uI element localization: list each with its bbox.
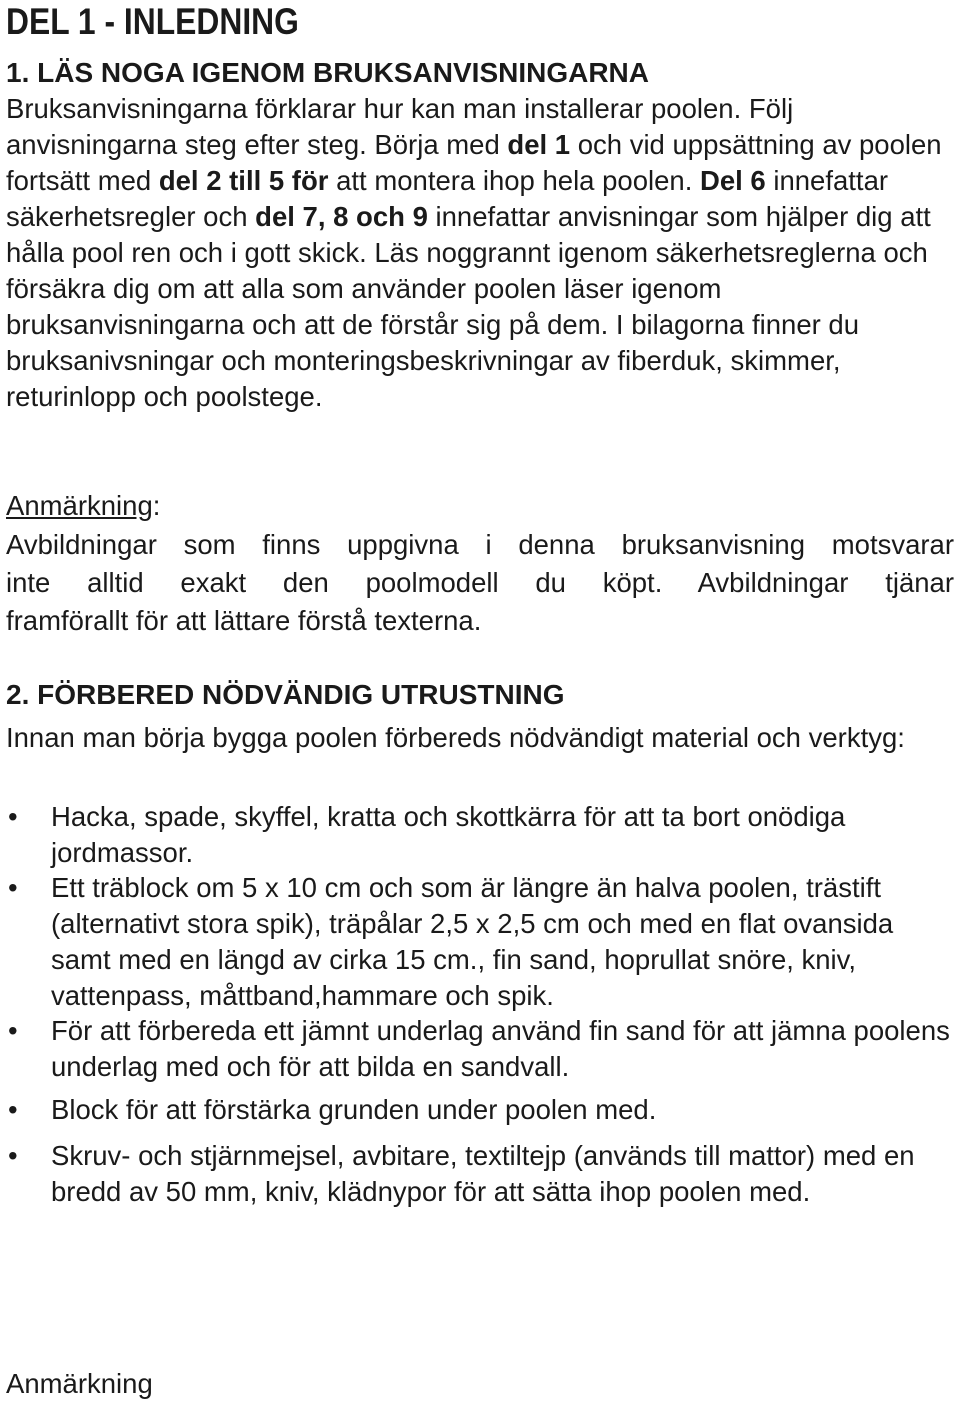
list-item: • Block för att förstärka grunden under poolen med.: [6, 1092, 954, 1128]
note-line-2: inte alltid exakt den poolmodell du köpt. Avbildningar tjänar: [6, 567, 954, 598]
cut-off-note-label: Anmärkning: [6, 1368, 153, 1399]
bullet-icon: •: [8, 801, 18, 832]
bullet-icon: •: [8, 872, 18, 903]
section-1-body: Bruksanvisningarna förklarar hur kan man installerar poolen. Följ anvisningarna steg efter steg. Börja med del 1 och vid uppsättning av poolen fortsätt med del 2 till 5 för att montera ihop hela poolen. Del 6 innefattar säkerhetsregler och del 7, 8 och 9 innefattar anvisningar som hjälper dig att hålla pool ren och i gott skick. Läs noggrannt igenom säkerhetsreglerna och försäkra dig om att alla som använder poolen läser igenom bruksanvisningarna och att de förstår sig på dem. I bilagorna finner du bruksanivsningar och monteringsbeskrivningar av fiberduk, skimmer, returinlopp och poolstege.: [6, 93, 942, 412]
bullet-icon: •: [8, 1140, 18, 1171]
bold-del-2-5: del 2 till 5 för: [158, 165, 329, 196]
bold-del-7-8-9: del 7, 8 och 9: [255, 201, 428, 232]
list-item: • Hacka, spade, skyffel, kratta och skottkärra för att ta bort onödiga jordmassor.: [8, 801, 846, 868]
bullet-icon: •: [8, 1015, 18, 1046]
note-line-3: framförallt för att lättare förstå texterna.: [6, 605, 482, 636]
note-label: Anmärkning: [6, 490, 153, 521]
main-heading: DEL 1 - INLEDNING: [6, 1, 299, 42]
note-label-line: Anmärkning:: [6, 490, 161, 521]
section-1-title: 1. LÄS NOGA IGENOM BRUKSANVISNINGARNA: [6, 57, 650, 88]
bold-del-6: Del 6: [699, 165, 766, 196]
list-item: • Ett träblock om 5 x 10 cm och som är längre än halva poolen, trästift (alternativt stora spik), träpålar 2,5 x 2,5 cm och med en flat ovansida samt med en längd av cirka 15 cm., fin sand, hoprullat snöre, kniv, vattenpass, måttband,hammare och spik.: [8, 872, 894, 1011]
note-body: [6, 527, 954, 639]
note-line-1: Avbildningar som finns uppgivna i denna bruksanvisning motsvarar: [6, 529, 954, 560]
bold-del-1: del 1: [507, 129, 571, 160]
list-item: • Skruv- och stjärnmejsel, avbitare, textiltejp (används till mattor) med en bredd av 50 mm, kniv, klädnypor för att sätta ihop poolen med.: [8, 1140, 915, 1207]
section-2-intro: Innan man börja bygga poolen förbereds nödvändigt material och verktyg:: [6, 722, 905, 753]
section-2-title: 2. FÖRBERED NÖDVÄNDIG UTRUSTNING: [6, 679, 565, 710]
bullet-icon: •: [8, 1094, 18, 1125]
list-item: • För att förbereda ett jämnt underlag använd fin sand för att jämna poolens underlag med och för att bilda en sandvall.: [8, 1015, 950, 1082]
